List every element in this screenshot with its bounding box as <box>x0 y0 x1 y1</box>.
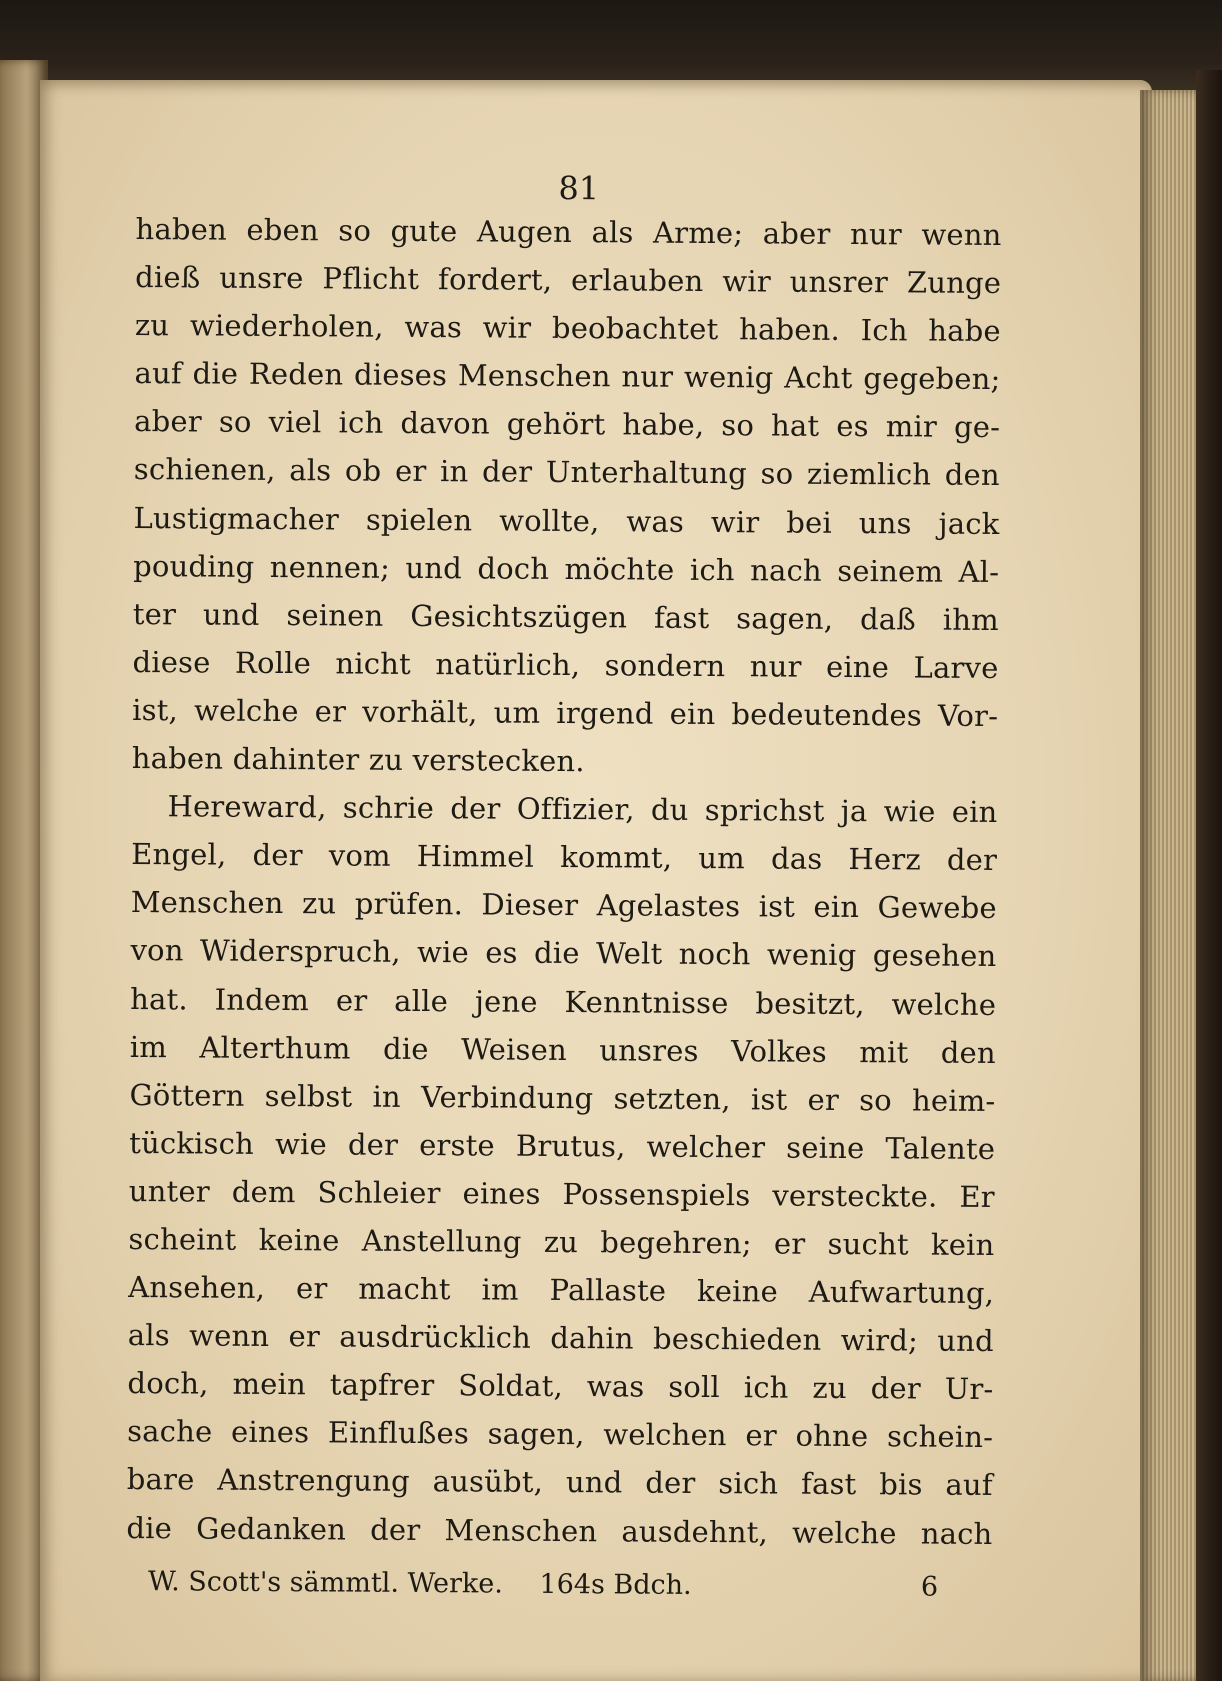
text-line: scheint keine Anstellung zu begehren; er sucht kein <box>128 1221 995 1262</box>
text-line: schienen, als ob er in der Unterhaltung so ziemlich den <box>133 452 1000 493</box>
text-line: die Gedanken der Menschen ausdehnt, welche nach <box>126 1510 993 1551</box>
text-line: ter und seinen Gesichtszügen fast sagen, daß ihm <box>132 596 999 637</box>
cover-edge <box>1196 70 1222 1681</box>
page-stack-edge <box>1140 90 1200 1681</box>
text-line: auf die Reden dieses Menschen nur wenig Acht gegeben; <box>134 356 1001 397</box>
text-line: aber so viel ich davon gehört habe, so hat es mir ge- <box>134 404 1001 445</box>
text-line: ist, welche er vorhält, um irgend ein bedeutendes Vor- <box>132 692 999 733</box>
text-line: Göttern selbst in Verbindung setzten, ist er so heim- <box>129 1077 996 1118</box>
text-line: Engel, der vom Himmel kommt, um das Herz der <box>131 837 998 878</box>
text-line: Hereward, schrie der Offizier, du sprichst ja wie ein <box>167 789 998 830</box>
text-line: doch, mein tapfrer Soldat, was soll ich zu der Ur- <box>127 1366 994 1407</box>
text-line: pouding nennen; und doch möchte ich nach seinem Al- <box>133 548 1000 589</box>
text-line: diese Rolle nicht natürlich, sondern nur eine Larve <box>132 644 999 685</box>
text-line: bare Anstrengung ausübt, und der sich fast bis auf <box>126 1462 993 1503</box>
page-text <box>126 165 1002 1610</box>
text-line: tückisch wie der erste Brutus, welcher seine Talente <box>129 1125 996 1166</box>
footer-signature: W. Scott's sämmtl. Werke. <box>148 1565 504 1600</box>
text-line: haben dahinter zu verstecken. <box>131 741 585 779</box>
text-line: von Widerspruch, wie es die Welt noch wenig gesehen <box>130 933 997 974</box>
text-line: Ansehen, er macht im Pallaste keine Aufwartung, <box>128 1270 995 1311</box>
text-line: Menschen zu prüfen. Dieser Agelastes ist ein Gewebe <box>130 885 997 926</box>
text-line: zu wiederholen, was wir beobachtet haben. Ich habe <box>134 308 1001 349</box>
text-line: Lustigmacher spielen wollte, was wir bei uns jack <box>133 500 1000 541</box>
text-line: hat. Indem er alle jene Kenntnisse besitzt, welche <box>130 981 997 1022</box>
text-line: haben eben so gute Augen als Arme; aber nur wenn <box>135 211 1002 253</box>
footer-volume: 164s Bdch. <box>539 1568 692 1601</box>
text-line: unter dem Schleier eines Possenspiels versteckte. Er <box>128 1173 995 1214</box>
text-line: dieß unsre Pflicht fordert, erlauben wir unsrer Zunge <box>135 260 1002 301</box>
footer-sheet-mark: 6 <box>920 1571 939 1603</box>
page-footer <box>126 1560 992 1610</box>
footer-signature-group <box>148 1560 720 1608</box>
binding-shadow <box>0 0 1222 90</box>
page-number: 81 <box>558 168 600 208</box>
text-line: als wenn er ausdrücklich dahin beschieden wird; und <box>127 1318 994 1359</box>
text-line: sache eines Einflußes sagen, welchen er ohne schein- <box>127 1414 994 1455</box>
text-line: im Alterthum die Weisen unsres Volkes mit den <box>129 1029 996 1070</box>
